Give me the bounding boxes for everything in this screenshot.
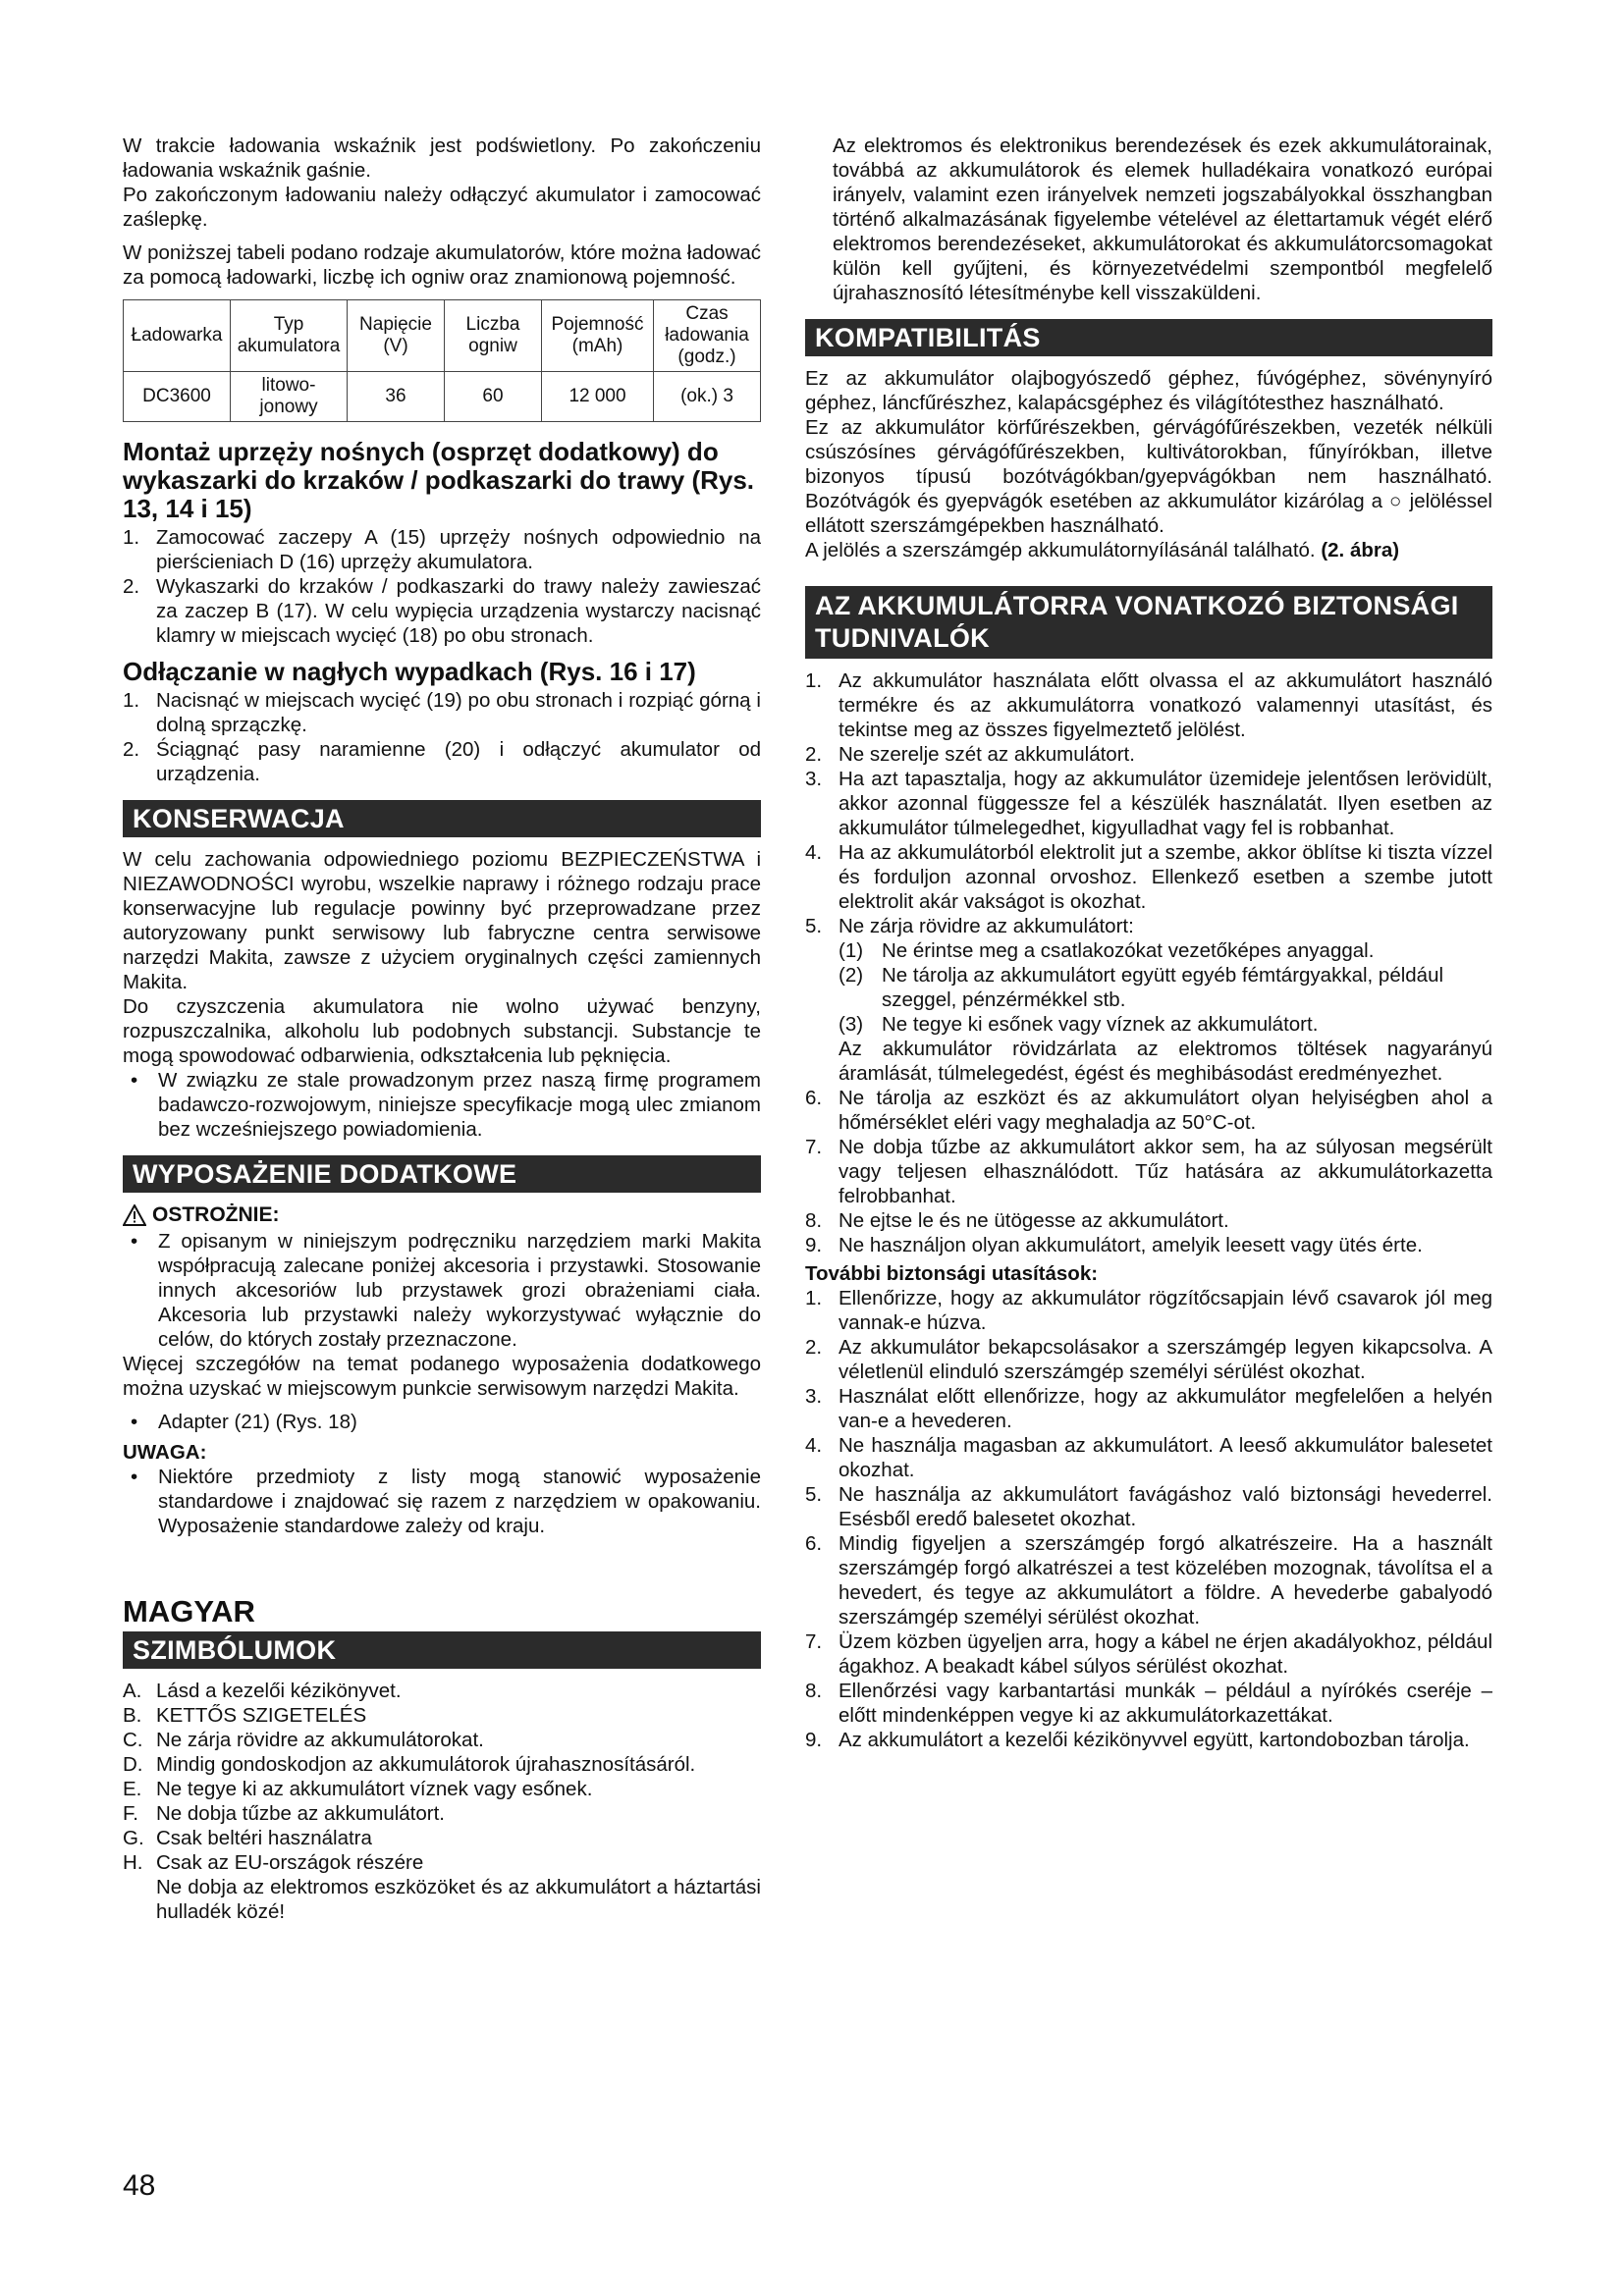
list-item: 5. Ne zárja rövidre az akkumulátort: xyxy=(805,915,1134,937)
list-item: 9. Ne használjon olyan akkumulátort, amelyik leesett vagy ütés érte. xyxy=(805,1234,1423,1256)
section-bar-kompatibilitas: KOMPATIBILITÁS xyxy=(805,319,1492,356)
accessory-info-paragraph: Więcej szczegółów na temat podanego wyposażenia dodatkowego można uzyskać w miejscowym punkcie serwisowym narzędzi Makita. xyxy=(123,1353,761,1400)
note-label: UWAGA: xyxy=(123,1441,207,1464)
caution-label xyxy=(123,1202,761,1227)
list-item: 1. Nacisnąć w miejscach wycięć (19) po obu stronach i rozpiąć górną i dolną sprzączkę. xyxy=(123,689,761,736)
list-item: 2. Ściągnąć pasy naramienne (20) i odłączyć akumulator od urządzenia. xyxy=(123,738,761,785)
maintenance-paragraph-1: W celu zachowania odpowiedniego poziomu BEZPIECZEŃSTWA i NIEZAWODNOŚCI wyrobu, wszelkie naprawy i różnego rodzaju prace konserwacyjne lub regulacje powinny być przeprowadzane przez autoryzowany punkt serwisowy lub fabryczne centra serwisowe narzędzi Makita, zawsze z użyciem oryginalnych części zamiennych Makita. xyxy=(123,848,761,993)
table-header-cell: Ładowarka xyxy=(124,300,231,372)
right-column xyxy=(805,133,1492,1752)
harness-list xyxy=(123,525,761,648)
section-bar-konserwacja: KONSERWACJA xyxy=(123,800,761,837)
warning-triangle-icon xyxy=(123,1204,146,1226)
list-item: 1. Ellenőrizze, hogy az akkumulátor rögzítőcsapjain lévő csavarok jól meg vannak-e húzva. xyxy=(805,1287,1492,1334)
language-heading: MAGYAR xyxy=(123,1594,255,1629)
table-cell: 36 xyxy=(348,372,445,422)
list-item: (1) Ne érintse meg a csatlakozókat vezetőképes anyaggal. xyxy=(839,939,1375,962)
compat-paragraph-3: A jelölés a szerszámgép akkumulátornyílásánál található. (2. ábra) xyxy=(805,539,1400,561)
intro-paragraph-1: W trakcie ładowania wskaźnik jest podświetlony. Po zakończeniu ładowania wskaźnik gaśnie. xyxy=(123,134,761,182)
list-item: E. Ne tegye ki az akkumulátort víznek vagy esőnek. xyxy=(123,1778,593,1800)
list-item: 3. Használat előtt ellenőrizze, hogy az akkumulátor megfelelően a helyén van-e a hevederen. xyxy=(805,1385,1492,1432)
emergency-list xyxy=(123,688,761,786)
table-header-cell: Typ akumulatora xyxy=(231,300,348,372)
maintenance-paragraph-2: Do czyszczenia akumulatora nie wolno używać benzyny, rozpuszczalnika, alkoholu lub podobnych substancji. Substancje te mogą spowodować odbarwienia, odkształcenia lub pęknięcia. xyxy=(123,995,761,1067)
note-bullets xyxy=(123,1465,761,1538)
list-item: • Adapter (21) (Rys. 18) xyxy=(131,1411,357,1433)
table-header-cell: Czas ładowania (godz.) xyxy=(654,300,761,372)
list-item: 7. Üzem közben ügyeljen arra, hogy a kábel ne érjen akadályokhoz, például ágakhoz. A beakadt kábel súlyos sérülést okozhat. xyxy=(805,1630,1492,1678)
additional-safety-list xyxy=(805,1286,1492,1752)
list-item: G. Csak beltéri használatra xyxy=(123,1827,372,1849)
table-header-cell: Liczba ogniw xyxy=(445,300,542,372)
list-item: • Z opisanym w niniejszym podręczniku narzędziem marki Makita współpracują zalecane poniżej akcesoria i przystawki. Stosowanie innych akcesoriów lub przystawek grozi obrażeniami ciała. Akcesoria lub przystawki należy wykorzystywać wyłącznie do celów, do których zostały przeznaczone. xyxy=(131,1230,761,1351)
symbols-list xyxy=(123,1679,761,1924)
list-item: • Niektóre przedmioty z listy mogą stanowić wyposażenie standardowe i znajdować się razem z narzędziem w opakowaniu. Wyposażenie standardowe zależy od kraju. xyxy=(131,1466,761,1537)
list-item: F. Ne dobja tűzbe az akkumulátort. xyxy=(123,1802,445,1825)
table-header-cell: Napięcie (V) xyxy=(348,300,445,372)
list-item: 2. Ne szerelje szét az akkumulátort. xyxy=(805,743,1135,766)
page-number: 48 xyxy=(123,2169,156,2202)
list-item: 4. Ha az akkumulátorból elektrolit jut a szembe, akkor öblítse ki tiszta vízzel és forduljon azonnal orvoshoz. Ellenkező esetben a szembe jutott elektrolit akár vakságot is okozhat. xyxy=(805,841,1492,913)
list-item: 1. Zamocować zaczepy A (15) uprzęży nośnych odpowiednio na pierścieniach D (16) uprzęży akumulatora. xyxy=(123,526,761,573)
table-cell: (ok.) 3 xyxy=(654,372,761,422)
emergency-heading: Odłączanie w nagłych wypadkach (Rys. 16 i 17) xyxy=(123,657,696,686)
list-item: H. Csak az EU-országok részére xyxy=(123,1851,424,1874)
list-item: 6. Ne tárolja az eszközt és az akkumulátort olyan helyiségben ahol a hőmérséklet eléri vagy meghaladja az 50°C-ot. xyxy=(805,1087,1492,1134)
caution-text: OSTROŻNIE: xyxy=(152,1203,280,1226)
table-row xyxy=(124,372,761,422)
list-item: (3) Ne tegye ki esőnek vagy víznek az akkumulátort. xyxy=(839,1013,1319,1036)
list-item: B. KETTŐS SZIGETELÉS xyxy=(123,1704,367,1727)
accessory-list xyxy=(123,1410,761,1434)
list-item: D. Mindig gondoskodjon az akkumulátorok újrahasznosításáról. xyxy=(123,1753,696,1776)
list-item: 1. Az akkumulátor használata előtt olvassa el az akkumulátort használó termékre és az akkumulátorra vonatkozó valamennyi utasítást, és tekintse meg az összes figyelmeztető jelölést. xyxy=(805,669,1492,741)
list-item: (2) Ne tárolja az akkumulátort együtt egyéb fémtárgyakkal, például szeggel, pénzérmékkel stb. xyxy=(839,964,1444,1011)
list-item: 2. Wykaszarki do krzaków / podkaszarki do trawy należy zawieszać za zaczep B (17). W celu wypięcia urządzenia wystarczy nacisnąć klamry w miejscach wycięć (18) po obu stronach. xyxy=(123,575,761,647)
list-item: 3. Ha azt tapasztalja, hogy az akkumulátor üzemideje jelentősen lerövidült, akkor azonnal függessze fel a készülék használatát. Ilyen esetben az akkumulátor túlmelegedhet, kigyulladhat vagy fel is robbanhat. xyxy=(805,768,1492,839)
table-header-row xyxy=(124,300,761,372)
maintenance-bullets xyxy=(123,1068,761,1142)
intro-paragraph-3: W poniższej tabeli podano rodzaje akumulatorów, które można ładować za pomocą ładowarki, liczbę ich ogniw oraz znamionową pojemność. xyxy=(123,241,761,289)
list-item: 6. Mindig figyeljen a szerszámgép forgó alkatrészeire. Ha a használt szerszámgép forgó alkatrészei a test közelében mozognak, távolítsa el a hevedert, és tegye az akkumulátort a földre. A hevederbe gabalyodó szerszámgép személyi sérülést okozhat. xyxy=(805,1532,1492,1629)
safety-list-continued xyxy=(805,1086,1492,1257)
intro-paragraph-2: Po zakończonym ładowaniu należy odłączyć akumulator i zamocować zaślepkę. xyxy=(123,184,761,231)
eu-directive-paragraph: Az elektromos és elektronikus berendezések és ezek akkumulátorainak, továbbá az akkumulátorok és elemek hulladékaira vonatkozó európai irányelv, valamint ezen irányelvek nemzeti jogszabályokkal összhangban történő alkalmazásának figyelembe vételével az élettartamuk végét elérő elektromos berendezéseket, akkumulátorokat és akkumulátorcsomagokat külön kell gyűjteni, és környezetvédelmi szempontból megfelelő újrahasznosító létesítménybe kell visszaküldeni. xyxy=(833,134,1492,304)
list-item: 9. Az akkumulátort a kezelői kézikönyvvel együtt, kartondobozban tárolja. xyxy=(805,1729,1470,1751)
short-circuit-sublist xyxy=(805,938,1492,1086)
left-column xyxy=(123,133,761,1924)
section-bar-wyposazenie: WYPOSAŻENIE DODATKOWE xyxy=(123,1155,761,1193)
compat-paragraph-1: Ez az akkumulátor olajbogyószedő géphez, fúvógéphez, sövénynyíró géphez, láncfűrészhez, kalapácsgéphez és világítótesthez használható. xyxy=(805,367,1492,414)
table-cell: DC3600 xyxy=(124,372,231,422)
additional-safety-heading: További biztonsági utasítások: xyxy=(805,1262,1099,1285)
section-bar-szimbolumok: SZIMBÓLUMOK xyxy=(123,1631,761,1669)
safety-list xyxy=(805,668,1492,938)
table-cell: 60 xyxy=(445,372,542,422)
table-cell: litowo-jonowy xyxy=(231,372,348,422)
list-item: 4. Ne használja magasban az akkumulátort. A leeső akkumulátor balesetet okozhat. xyxy=(805,1434,1492,1481)
list-item: • W związku ze stale prowadzonym przez naszą firmę programem badawczo-rozwojowym, niniejsze specyfikacje mogą ulec zmianom bez wcześniejszego powiadomienia. xyxy=(131,1069,761,1141)
section-bar-biztonsagi: AZ AKKUMULÁTORRA VONATKOZÓ BIZTONSÁGI TUDNIVALÓK xyxy=(805,586,1492,659)
compat-paragraph-2: Ez az akkumulátor körfűrészekben, gérvágófűrészekben, vezeték nélküli csúszósínes gérvágófűrészekben, kultivátorokban, fűnyírókban, illetve bizonyos típusú bozótvágókban/gyepvágókban nem használható. Bozótvágók és gyepvágók esetében az akkumulátor kizárólag a ○ jelöléssel ellátott szerszámgépekben használható. xyxy=(805,416,1492,537)
charger-table xyxy=(123,299,761,422)
list-item: 8. Ellenőrzési vagy karbantartási munkák – például a nyírókés cseréje – előtt mindenképpen vegye ki az akkumulátorkazettákat. xyxy=(805,1680,1492,1727)
list-item: 5. Ne használja az akkumulátort favágáshoz való biztonsági hevederrel. Esésből eredő balesetet okozhat. xyxy=(805,1483,1492,1530)
table-header-cell: Pojemność (mAh) xyxy=(542,300,654,372)
list-item: 8. Ne ejtse le és ne ütögesse az akkumulátort. xyxy=(805,1209,1229,1232)
list-item: 7. Ne dobja tűzbe az akkumulátort akkor sem, ha az súlyosan megsérült vagy teljesen elhasználódott. Tűz hatására az akkumulátorkazetta felrobbanhat. xyxy=(805,1136,1492,1207)
list-item: 2. Az akkumulátor bekapcsolásakor a szerszámgép legyen kikapcsolva. A véletlenül elinduló szerszámgép személyi sérülést okozhat. xyxy=(805,1336,1492,1383)
caution-bullets xyxy=(123,1229,761,1352)
short-circuit-paragraph: Az akkumulátor rövidzárlata az elektromos töltések nagyarányú áramlását, túlmelegedést, égést és meghibásodást eredményezhet. xyxy=(839,1038,1492,1085)
list-item: Ne dobja az elektromos eszközöket és az akkumulátort a háztartási hulladék közé! xyxy=(156,1876,761,1923)
harness-heading: Montaż uprzęży nośnych (osprzęt dodatkowy) do wykaszarki do krzaków / podkaszarki do trawy (Rys. 13, 14 i 15) xyxy=(123,437,755,523)
table-cell: 12 000 xyxy=(542,372,654,422)
list-item: C. Ne zárja rövidre az akkumulátorokat. xyxy=(123,1729,484,1751)
list-item: A. Lásd a kezelői kézikönyvet. xyxy=(123,1680,402,1702)
